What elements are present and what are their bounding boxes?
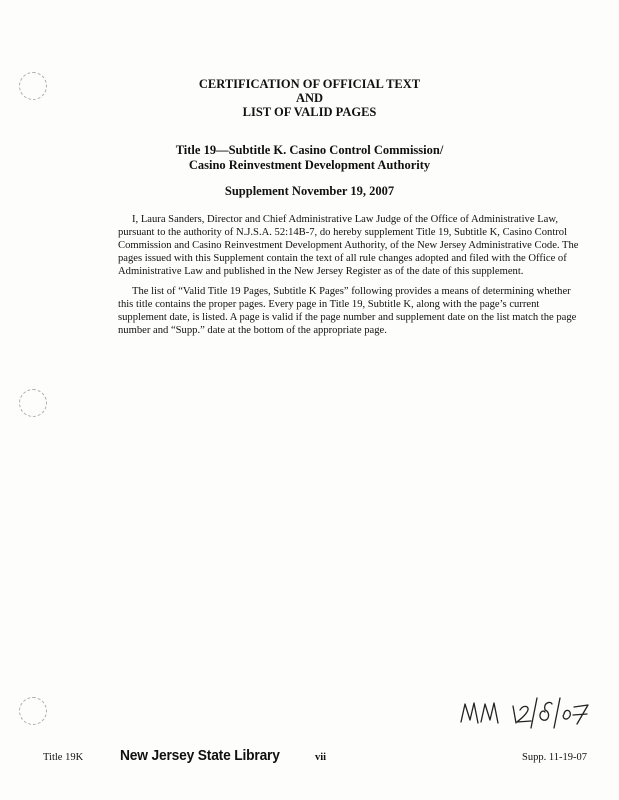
title-heading xyxy=(0,143,619,173)
title-line-1: Title 19—Subtitle K. Casino Control Commission/ xyxy=(175,143,444,157)
footer-title: Title 19K xyxy=(43,752,84,763)
certification-header xyxy=(0,77,619,119)
title-line-2: Casino Reinvestment Development Authority xyxy=(188,158,431,172)
paragraph-valid-pages: The list of “Valid Title 19 Pages, Subtitle K Pages” following provides a means of determining whether this title contains the proper pages. Every page in Title 19, Subtitle K, along with the page’s current supplement date, is listed. A page is valid if the page number and supplement date on the list match the page number and “Supp.” date at the bottom of the appropriate page. xyxy=(118,286,577,336)
supplement-date: Supplement November 19, 2007 xyxy=(224,184,395,198)
header-line-3: LIST OF VALID PAGES xyxy=(242,105,377,119)
punch-hole-icon xyxy=(19,697,47,725)
paragraph-certification: I, Laura Sanders, Director and Chief Administrative Law Judge of the Office of Administrative Law, pursuant to the authority of N.J.S.A. 52:14B-7, do hereby supplement Title 19, Subtitle K, Casino Control Commission and Casino Reinvestment Development Authority, of the New Jersey Administrative Code. The pages issued with this Supplement contain the text of all rule changes adopted and filed with the Office of Administrative Law and published in the New Jersey Register as of the date of this supplement. xyxy=(118,214,579,277)
library-stamp: New Jersey State Library xyxy=(120,747,280,764)
header-line-2: AND xyxy=(295,91,324,105)
page-number: vii xyxy=(315,752,327,763)
punch-hole-icon xyxy=(19,389,47,417)
header-line-1: CERTIFICATION OF OFFICIAL TEXT xyxy=(198,77,421,91)
handwritten-signature xyxy=(457,692,592,732)
body-text xyxy=(118,213,586,344)
supplement-code: Supp. 11-19-07 xyxy=(522,752,587,763)
